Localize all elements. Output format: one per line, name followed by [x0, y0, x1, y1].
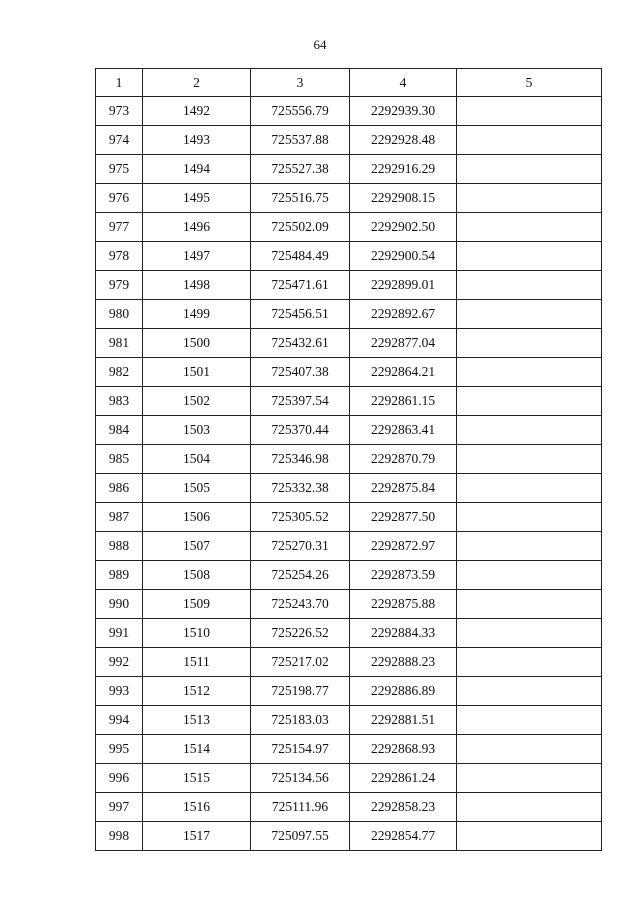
- table-cell-col-5: [457, 532, 602, 561]
- table-row: [96, 271, 602, 300]
- table-cell-col-1: 990: [96, 590, 143, 619]
- table-cell-col-5: [457, 822, 602, 851]
- table-row: [96, 677, 602, 706]
- table-cell-col-2: 1516: [143, 793, 251, 822]
- table-cell-col-1: 973: [96, 97, 143, 126]
- table-cell-col-3: 725217.02: [251, 648, 350, 677]
- table-cell-col-4: 2292873.59: [350, 561, 457, 590]
- table-cell-col-4: 2292928.48: [350, 126, 457, 155]
- table-cell-col-1: 982: [96, 358, 143, 387]
- table-cell-col-1: 991: [96, 619, 143, 648]
- table-cell-col-2: 1509: [143, 590, 251, 619]
- table-cell-col-5: [457, 97, 602, 126]
- table-cell-col-4: 2292877.50: [350, 503, 457, 532]
- table-cell-col-3: 725097.55: [251, 822, 350, 851]
- table-cell-col-3: 725183.03: [251, 706, 350, 735]
- table-cell-col-4: 2292863.41: [350, 416, 457, 445]
- table-cell-col-2: 1492: [143, 97, 251, 126]
- table-cell-col-3: 725502.09: [251, 213, 350, 242]
- table-cell-col-2: 1503: [143, 416, 251, 445]
- table-cell-col-3: 725407.38: [251, 358, 350, 387]
- table-cell-col-3: 725243.70: [251, 590, 350, 619]
- table-cell-col-4: 2292872.97: [350, 532, 457, 561]
- table-cell-col-1: 976: [96, 184, 143, 213]
- coordinates-table: [95, 68, 602, 851]
- column-header-1: 1: [96, 69, 143, 97]
- table-cell-col-2: 1508: [143, 561, 251, 590]
- table-cell-col-1: 981: [96, 329, 143, 358]
- table-cell-col-4: 2292875.88: [350, 590, 457, 619]
- table-row: [96, 474, 602, 503]
- table-cell-col-1: 988: [96, 532, 143, 561]
- table-cell-col-2: 1495: [143, 184, 251, 213]
- table-cell-col-5: [457, 387, 602, 416]
- table-cell-col-3: 725471.61: [251, 271, 350, 300]
- table-cell-col-2: 1515: [143, 764, 251, 793]
- table-row: [96, 329, 602, 358]
- table-cell-col-1: 995: [96, 735, 143, 764]
- table-row: [96, 242, 602, 271]
- table-cell-col-4: 2292892.67: [350, 300, 457, 329]
- table-cell-col-3: 725537.88: [251, 126, 350, 155]
- table-cell-col-1: 986: [96, 474, 143, 503]
- table-cell-col-2: 1517: [143, 822, 251, 851]
- table-cell-col-2: 1500: [143, 329, 251, 358]
- table-row: [96, 561, 602, 590]
- table-cell-col-1: 980: [96, 300, 143, 329]
- table-row: [96, 793, 602, 822]
- table-cell-col-4: 2292939.30: [350, 97, 457, 126]
- table-header: [96, 69, 602, 97]
- table-cell-col-3: 725198.77: [251, 677, 350, 706]
- header-row: [96, 69, 602, 97]
- table-cell-col-5: [457, 677, 602, 706]
- table-cell-col-3: 725134.56: [251, 764, 350, 793]
- table-cell-col-3: 725432.61: [251, 329, 350, 358]
- table-cell-col-4: 2292875.84: [350, 474, 457, 503]
- table-cell-col-1: 983: [96, 387, 143, 416]
- table-row: [96, 213, 602, 242]
- table-cell-col-2: 1494: [143, 155, 251, 184]
- table-cell-col-5: [457, 764, 602, 793]
- table-cell-col-4: 2292854.77: [350, 822, 457, 851]
- table-cell-col-3: 725516.75: [251, 184, 350, 213]
- table-row: [96, 300, 602, 329]
- table-row: [96, 126, 602, 155]
- table-cell-col-1: 997: [96, 793, 143, 822]
- table-row: [96, 706, 602, 735]
- column-header-3: 3: [251, 69, 350, 97]
- table-cell-col-3: 725527.38: [251, 155, 350, 184]
- table-cell-col-2: 1502: [143, 387, 251, 416]
- table-cell-col-4: 2292886.89: [350, 677, 457, 706]
- table-cell-col-2: 1493: [143, 126, 251, 155]
- table-row: [96, 416, 602, 445]
- table-cell-col-4: 2292864.21: [350, 358, 457, 387]
- table-cell-col-5: [457, 561, 602, 590]
- table-cell-col-4: 2292899.01: [350, 271, 457, 300]
- table-cell-col-1: 984: [96, 416, 143, 445]
- table-row: [96, 590, 602, 619]
- table-cell-col-4: 2292902.50: [350, 213, 457, 242]
- table-cell-col-1: 996: [96, 764, 143, 793]
- table-cell-col-4: 2292870.79: [350, 445, 457, 474]
- table-cell-col-3: 725111.96: [251, 793, 350, 822]
- table-cell-col-1: 993: [96, 677, 143, 706]
- table-cell-col-4: 2292861.24: [350, 764, 457, 793]
- table-cell-col-3: 725346.98: [251, 445, 350, 474]
- table-cell-col-5: [457, 329, 602, 358]
- table-cell-col-1: 985: [96, 445, 143, 474]
- table-cell-col-2: 1514: [143, 735, 251, 764]
- table-cell-col-3: 725370.44: [251, 416, 350, 445]
- table-row: [96, 387, 602, 416]
- table-cell-col-4: 2292888.23: [350, 648, 457, 677]
- table-row: [96, 619, 602, 648]
- table-cell-col-5: [457, 126, 602, 155]
- table-cell-col-1: 975: [96, 155, 143, 184]
- table-cell-col-1: 989: [96, 561, 143, 590]
- table-cell-col-5: [457, 300, 602, 329]
- table-cell-col-5: [457, 213, 602, 242]
- table-cell-col-2: 1498: [143, 271, 251, 300]
- table-cell-col-5: [457, 648, 602, 677]
- table-cell-col-2: 1510: [143, 619, 251, 648]
- table-cell-col-4: 2292858.23: [350, 793, 457, 822]
- table-cell-col-2: 1501: [143, 358, 251, 387]
- table-cell-col-1: 974: [96, 126, 143, 155]
- table-cell-col-4: 2292868.93: [350, 735, 457, 764]
- table-cell-col-4: 2292900.54: [350, 242, 457, 271]
- table-cell-col-3: 725332.38: [251, 474, 350, 503]
- table-cell-col-4: 2292861.15: [350, 387, 457, 416]
- table-body: [96, 97, 602, 851]
- table-cell-col-2: 1507: [143, 532, 251, 561]
- table-row: [96, 503, 602, 532]
- column-header-2: 2: [143, 69, 251, 97]
- table-cell-col-4: 2292908.15: [350, 184, 457, 213]
- table-cell-col-3: 725305.52: [251, 503, 350, 532]
- table-cell-col-2: 1496: [143, 213, 251, 242]
- column-header-5: 5: [457, 69, 602, 97]
- table-row: [96, 358, 602, 387]
- table-cell-col-3: 725456.51: [251, 300, 350, 329]
- table-cell-col-2: 1497: [143, 242, 251, 271]
- table-cell-col-5: [457, 735, 602, 764]
- table-cell-col-4: 2292877.04: [350, 329, 457, 358]
- table-cell-col-5: [457, 242, 602, 271]
- table-cell-col-2: 1505: [143, 474, 251, 503]
- table-row: [96, 155, 602, 184]
- table-row: [96, 532, 602, 561]
- table-row: [96, 648, 602, 677]
- table-cell-col-1: 978: [96, 242, 143, 271]
- table-cell-col-5: [457, 590, 602, 619]
- table-cell-col-5: [457, 416, 602, 445]
- table-cell-col-3: 725154.97: [251, 735, 350, 764]
- table-cell-col-4: 2292884.33: [350, 619, 457, 648]
- table-cell-col-1: 977: [96, 213, 143, 242]
- table-cell-col-2: 1511: [143, 648, 251, 677]
- table-cell-col-3: 725254.26: [251, 561, 350, 590]
- table-cell-col-2: 1512: [143, 677, 251, 706]
- table-cell-col-3: 725556.79: [251, 97, 350, 126]
- table-cell-col-3: 725226.52: [251, 619, 350, 648]
- table-cell-col-1: 987: [96, 503, 143, 532]
- table-cell-col-1: 994: [96, 706, 143, 735]
- table-cell-col-5: [457, 271, 602, 300]
- table-cell-col-5: [457, 184, 602, 213]
- table-row: [96, 735, 602, 764]
- table-cell-col-5: [457, 503, 602, 532]
- table-cell-col-2: 1504: [143, 445, 251, 474]
- table-cell-col-5: [457, 619, 602, 648]
- table-cell-col-5: [457, 706, 602, 735]
- column-header-4: 4: [350, 69, 457, 97]
- table-cell-col-2: 1506: [143, 503, 251, 532]
- table-cell-col-5: [457, 474, 602, 503]
- page-number: 64: [313, 37, 327, 52]
- table-cell-col-1: 992: [96, 648, 143, 677]
- table-cell-col-3: 725484.49: [251, 242, 350, 271]
- table-row: [96, 764, 602, 793]
- table-cell-col-4: 2292881.51: [350, 706, 457, 735]
- table-cell-col-3: 725397.54: [251, 387, 350, 416]
- table-row: [96, 822, 602, 851]
- table-cell-col-5: [457, 358, 602, 387]
- table-cell-col-1: 998: [96, 822, 143, 851]
- table-row: [96, 445, 602, 474]
- table-cell-col-3: 725270.31: [251, 532, 350, 561]
- table-cell-col-5: [457, 155, 602, 184]
- table-cell-col-2: 1513: [143, 706, 251, 735]
- table-cell-col-5: [457, 445, 602, 474]
- table-cell-col-5: [457, 793, 602, 822]
- table-cell-col-2: 1499: [143, 300, 251, 329]
- table-row: [96, 184, 602, 213]
- table-cell-col-4: 2292916.29: [350, 155, 457, 184]
- table-row: [96, 97, 602, 126]
- table-cell-col-1: 979: [96, 271, 143, 300]
